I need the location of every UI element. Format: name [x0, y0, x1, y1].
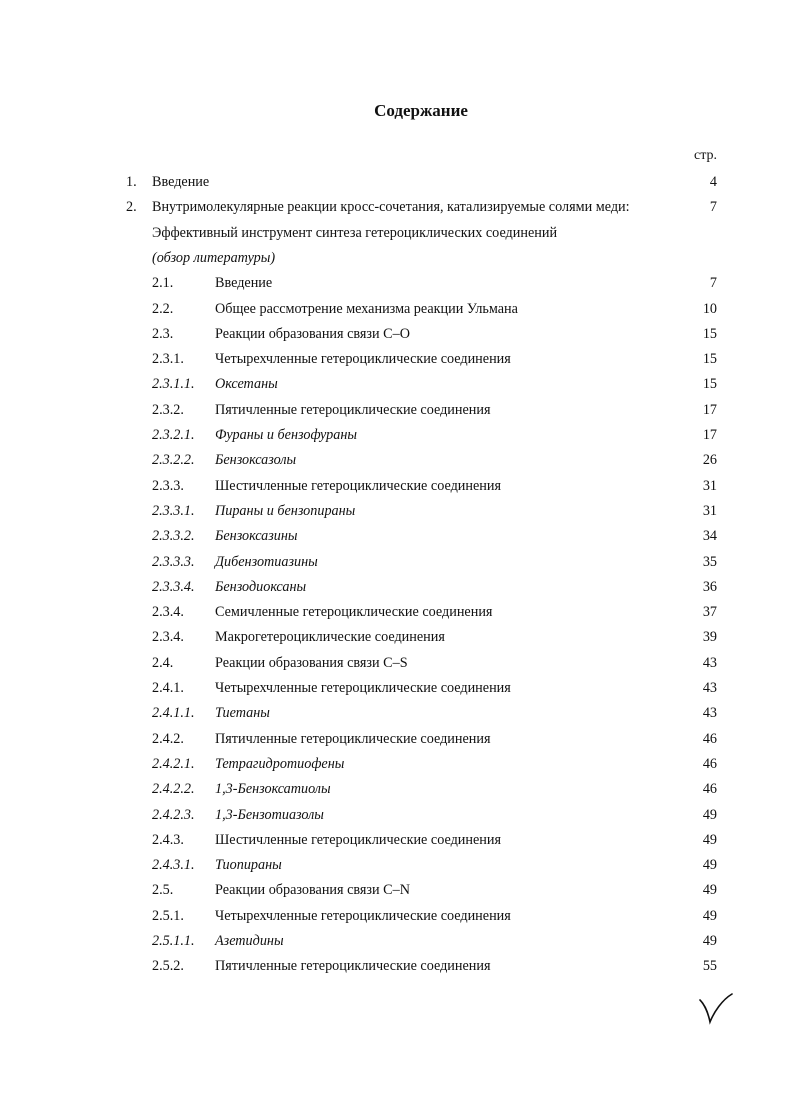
toc-title: Дибензотиазины [215, 553, 318, 570]
toc-entry [152, 423, 717, 448]
toc-entry [152, 853, 717, 878]
toc-entry [152, 929, 717, 954]
toc-title: Тиопираны [215, 857, 282, 874]
toc-number: 2.3.2.1. [152, 427, 195, 443]
toc-title: Введение [152, 174, 210, 190]
toc-title: 1,3-Бензоксатиолы [215, 781, 331, 798]
toc-entry [152, 904, 717, 929]
toc-number: 2.5.2. [152, 958, 184, 975]
toc-number: 2.3.3.2. [152, 528, 195, 545]
toc-page-number: 49 [702, 806, 717, 823]
toc-number: 2.4.3.1. [152, 857, 195, 874]
toc-entry [152, 474, 717, 499]
toc-entry [152, 777, 717, 802]
toc-title: Пятичленные гетероциклические соединения [215, 401, 491, 418]
toc-title: Пираны и бензопираны [215, 502, 356, 519]
toc-entry [152, 600, 717, 625]
toc-title: Реакции образования связи C–S [215, 654, 408, 671]
toc-page-number: 15 [702, 376, 717, 393]
toc-title: Бензодиоксаны [215, 578, 307, 595]
toc-entry [126, 246, 717, 271]
toc-page-number: 36 [702, 578, 717, 595]
toc-page-number: 49 [702, 831, 717, 848]
toc-title: Четырехчленные гетероциклические соединения [215, 907, 511, 924]
toc-number: 2.3.4. [152, 629, 184, 646]
toc-entry [152, 347, 717, 372]
toc-number: 2.4.2.3. [152, 806, 195, 823]
toc-page-number: 39 [702, 629, 717, 646]
handwritten-mark [698, 990, 734, 1026]
toc-number: 1. [126, 174, 137, 190]
toc-number: 2.3. [152, 325, 174, 342]
toc-title: Тиетаны [215, 705, 270, 722]
toc-entry [126, 170, 717, 195]
toc-page-number: 15 [702, 351, 717, 368]
toc-entry [152, 878, 717, 903]
toc-title: Макрогетероциклические соединения [215, 629, 445, 646]
toc-page-number: 43 [702, 680, 717, 696]
toc-entry [152, 954, 717, 979]
toc-title: Азетидины [215, 933, 284, 949]
toc-number: 2.3.2.2. [152, 452, 195, 469]
toc-number: 2.4.3. [152, 831, 184, 848]
toc-number: 2.5. [152, 882, 174, 899]
toc-number: 2.5.1.1. [152, 933, 195, 949]
toc-entry [152, 322, 717, 347]
toc-page-number: 43 [702, 654, 717, 671]
toc-title: Реакции образования связи C–O [215, 325, 410, 342]
toc-number: 2.3.4. [152, 604, 184, 621]
toc-page-number: 46 [702, 755, 717, 772]
toc-number: 2.4.1. [152, 680, 184, 696]
toc-page-number: 7 [709, 199, 717, 216]
toc-title: Введение [215, 275, 273, 292]
toc-page-number: 4 [709, 174, 717, 190]
toc-number: 2. [126, 199, 137, 216]
toc-title: Бензоксазины [215, 528, 298, 545]
toc-entry [152, 701, 717, 726]
toc-page-number: 35 [702, 553, 717, 570]
toc-entry [152, 448, 717, 473]
toc-number: 2.3.2. [152, 401, 184, 418]
toc-number: 2.3.1.1. [152, 376, 195, 393]
toc-page-number: 31 [702, 477, 717, 494]
toc-page-number: 15 [702, 325, 717, 342]
toc-entry [152, 271, 717, 296]
toc-page-number: 49 [702, 882, 717, 899]
toc-title: Эффективный инструмент синтеза гетероциклических соединений [152, 224, 558, 241]
toc-entry [152, 727, 717, 752]
toc-entry [152, 828, 717, 853]
toc-number: 2.4.2.1. [152, 755, 195, 772]
toc-entry [126, 221, 717, 246]
toc-title: Внутримолекулярные реакции кросс-сочетания, катализируемые солями меди: [152, 199, 630, 216]
toc-page-number: 46 [702, 730, 717, 747]
toc-page-number: 17 [702, 401, 717, 418]
toc-page-number: 49 [702, 857, 717, 874]
toc-entry [152, 575, 717, 600]
toc-title: Четырехчленные гетероциклические соединения [215, 351, 511, 368]
toc-title: 1,3-Бензотиазолы [215, 806, 324, 823]
toc-entry [152, 372, 717, 397]
toc-page-number: 49 [702, 933, 717, 949]
toc-number: 2.4.2. [152, 730, 184, 747]
toc-title: Четырехчленные гетероциклические соединения [215, 680, 511, 696]
toc-entry [152, 676, 717, 701]
toc-entry [152, 803, 717, 828]
toc-number: 2.2. [152, 300, 174, 317]
toc-title: Фураны и бензофураны [215, 427, 357, 443]
toc-number: 2.3.3.3. [152, 553, 195, 570]
toc-title: Тетрагидротиофены [215, 755, 345, 772]
toc-title: (обзор литературы) [152, 249, 276, 266]
toc-title: Бензоксазолы [215, 452, 297, 469]
toc-page-number: 49 [702, 907, 717, 924]
toc-page-number: 26 [702, 452, 717, 469]
toc-page-number: 43 [702, 705, 717, 722]
toc-entry [152, 550, 717, 575]
toc-title: Шестичленные гетероциклические соединения [215, 831, 501, 848]
toc-number: 2.3.3. [152, 477, 184, 494]
toc-entry [126, 195, 717, 220]
toc-page-number: 31 [702, 502, 717, 519]
toc-page-number: 17 [702, 427, 717, 443]
toc-title: Пятичленные гетероциклические соединения [215, 958, 491, 975]
toc-title: Шестичленные гетероциклические соединения [215, 477, 501, 494]
toc-title: Семичленные гетероциклические соединения [215, 604, 493, 621]
toc-title: Реакции образования связи C–N [215, 882, 410, 899]
toc-number: 2.4.2.2. [152, 781, 195, 798]
toc-page-number: 7 [709, 275, 717, 292]
toc-number: 2.3.3.1. [152, 502, 195, 519]
toc-number: 2.5.1. [152, 907, 184, 924]
toc-page-number: 10 [702, 300, 717, 317]
toc-number: 2.1. [152, 275, 174, 292]
toc-page-number: 37 [702, 604, 717, 621]
toc-number: 2.4. [152, 654, 174, 671]
toc-number: 2.4.1.1. [152, 705, 195, 722]
page-column-label: стр. [693, 148, 717, 163]
toc-number: 2.3.3.4. [152, 578, 195, 595]
toc-page-number: 46 [702, 781, 717, 798]
toc-entry [152, 752, 717, 777]
toc-entry [152, 651, 717, 676]
page-title: Содержание [374, 101, 468, 120]
toc-entry [152, 625, 717, 650]
toc-page-number: 34 [702, 528, 717, 545]
toc-title: Оксетаны [215, 376, 278, 393]
toc-number: 2.3.1. [152, 351, 184, 368]
toc-entry [152, 297, 717, 322]
toc-page-number: 55 [702, 958, 717, 975]
toc-title: Пятичленные гетероциклические соединения [215, 730, 491, 747]
toc-entry [152, 398, 717, 423]
toc-entry [152, 524, 717, 549]
toc-title: Общее рассмотрение механизма реакции Ульмана [215, 300, 518, 317]
toc-entry [152, 499, 717, 524]
